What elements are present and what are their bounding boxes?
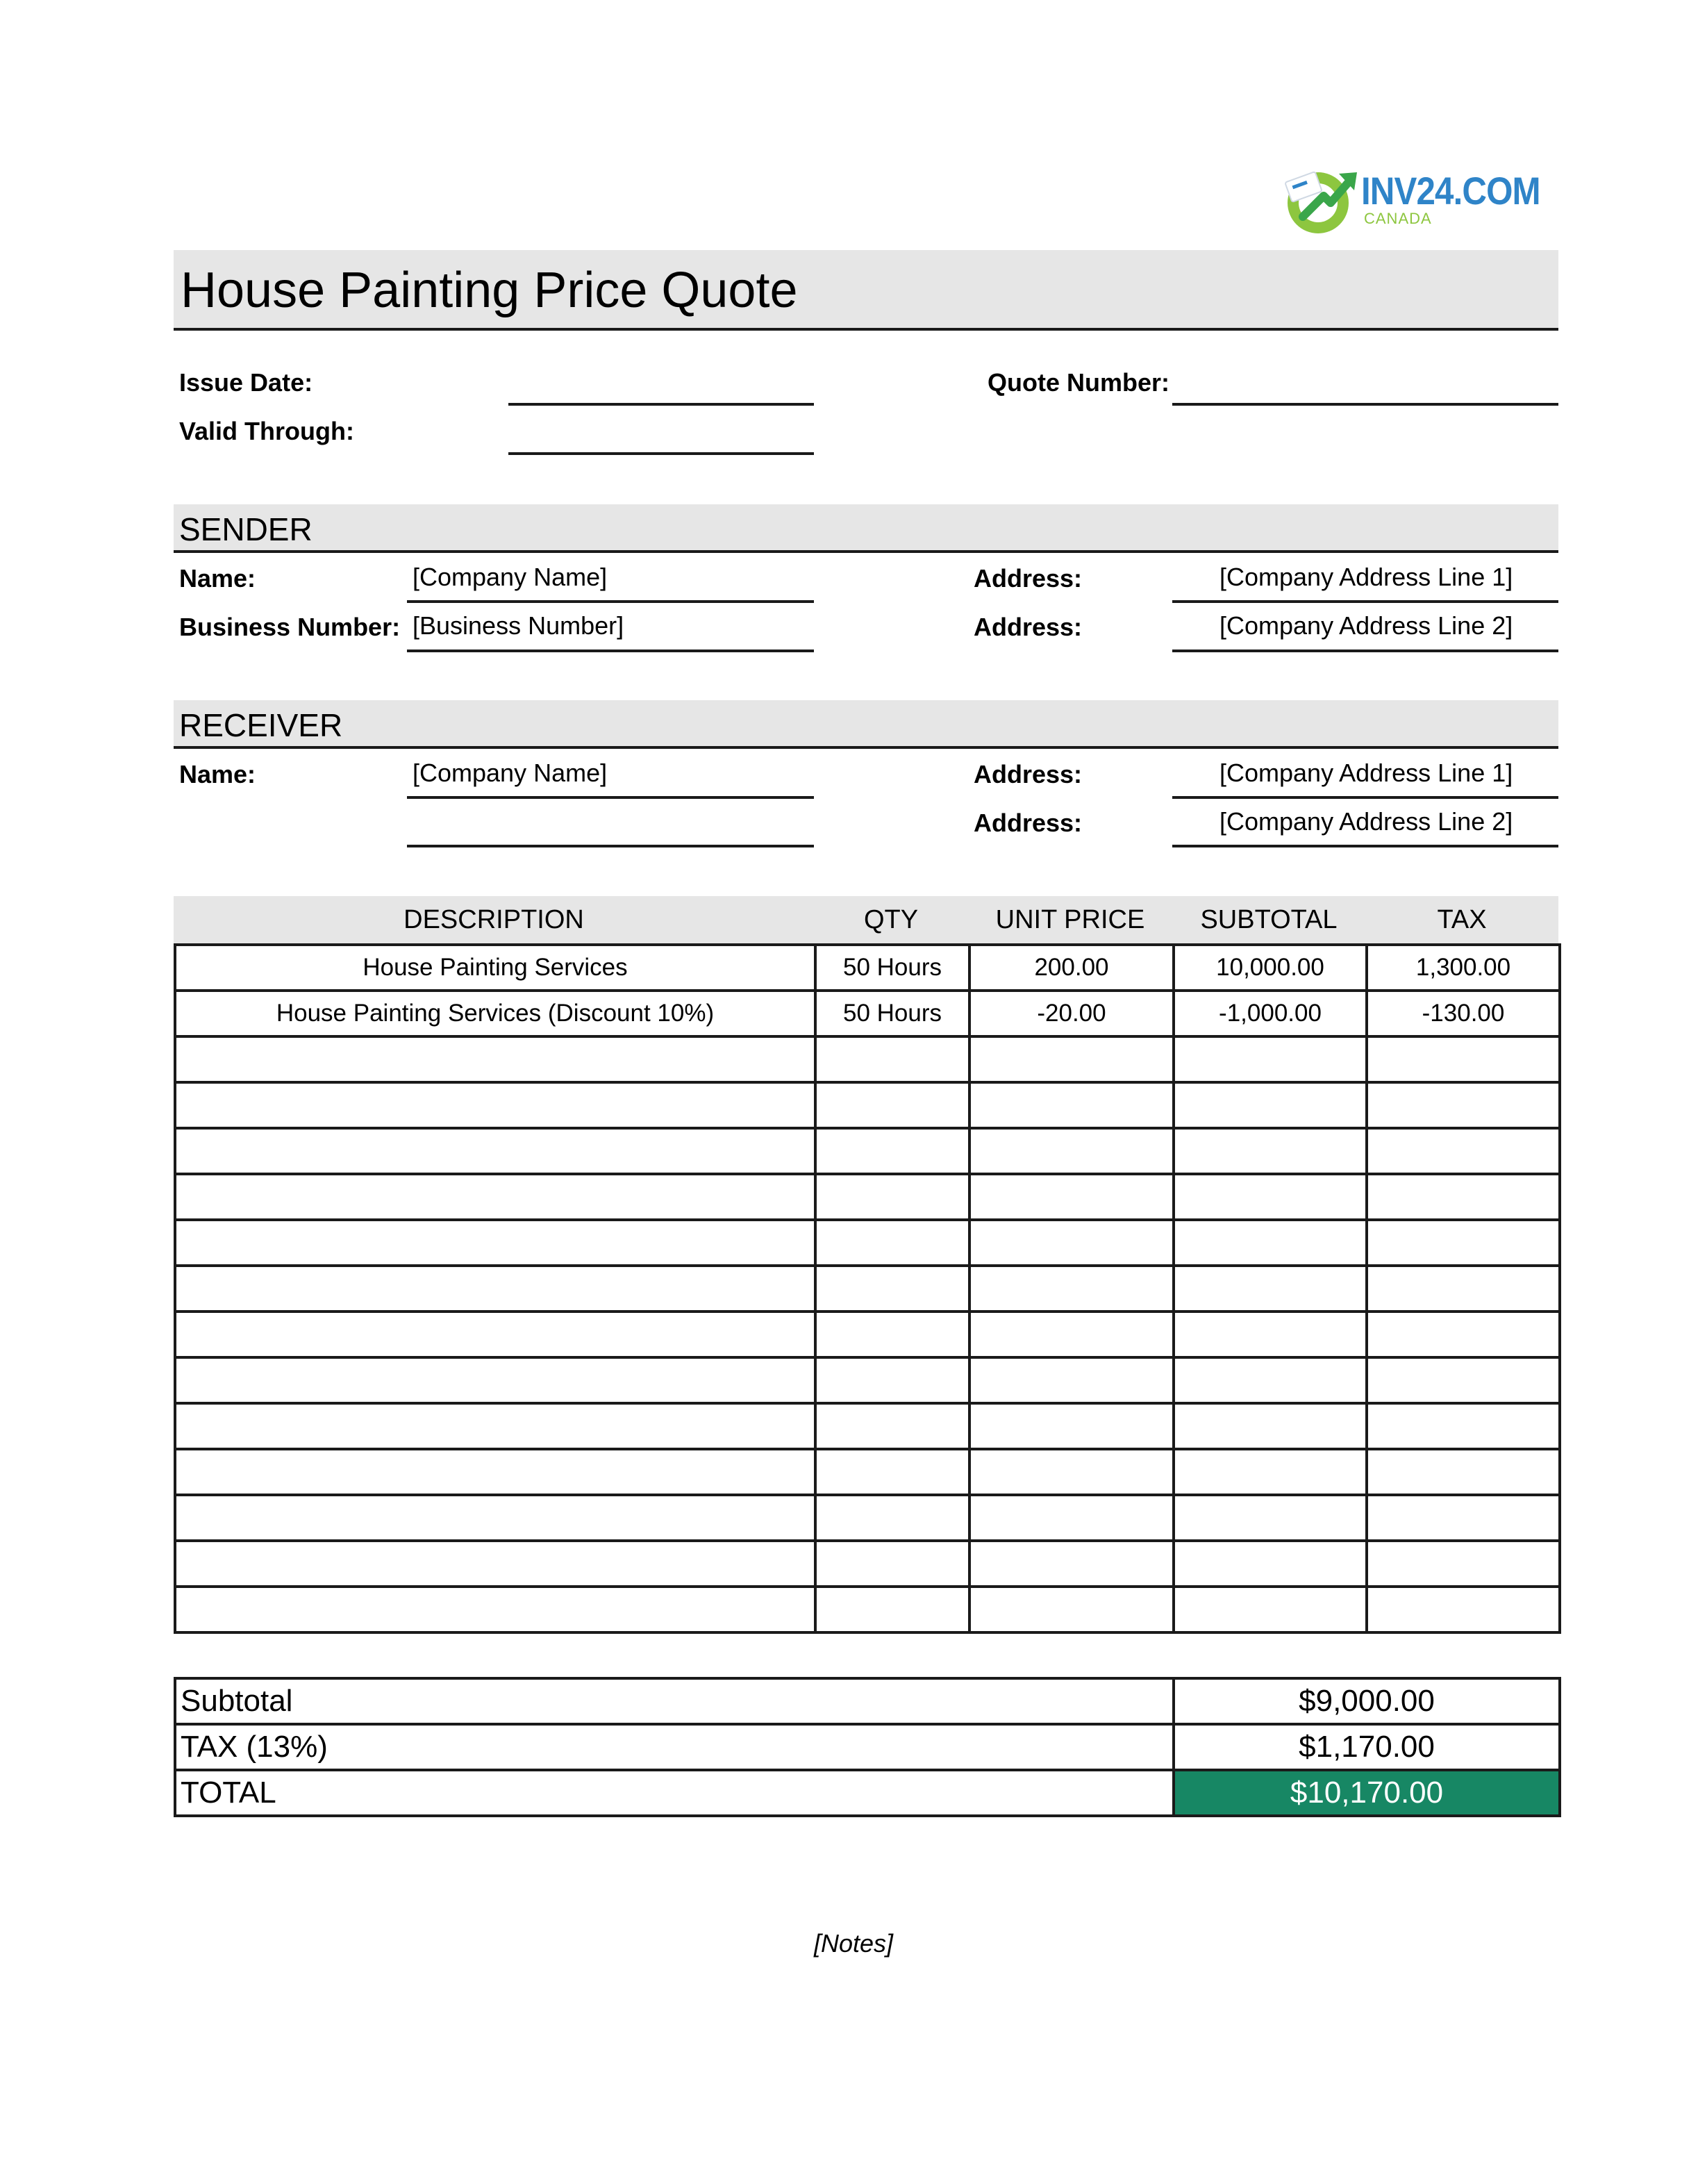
cell-tax[interactable]: [1367, 1357, 1560, 1403]
cell-description[interactable]: [175, 1587, 815, 1632]
cell-subtotal[interactable]: [1174, 1128, 1367, 1174]
cell-subtotal[interactable]: -1,000.00: [1174, 991, 1367, 1036]
cell-qty[interactable]: [815, 1403, 969, 1449]
header-unit-price: UNIT PRICE: [995, 905, 1145, 934]
logo-mark-icon: [1282, 161, 1358, 238]
sender-address-label-2: Address:: [974, 613, 1083, 641]
table-row: [175, 1541, 1560, 1587]
cell-qty[interactable]: [815, 1357, 969, 1403]
cell-subtotal[interactable]: [1174, 1220, 1367, 1266]
cell-unit-price[interactable]: [969, 1174, 1174, 1220]
cell-qty[interactable]: [815, 1449, 969, 1495]
page-title: House Painting Price Quote: [181, 263, 798, 318]
receiver-address-label-1: Address:: [974, 760, 1083, 788]
sender-business-number-value[interactable]: [Business Number]: [413, 611, 624, 640]
cell-subtotal[interactable]: [1174, 1174, 1367, 1220]
cell-qty[interactable]: [815, 1036, 969, 1082]
cell-description[interactable]: [175, 1266, 815, 1312]
table-row: [175, 991, 1560, 1036]
cell-qty[interactable]: [815, 1587, 969, 1632]
receiver-name-value[interactable]: [Company Name]: [413, 759, 608, 787]
cell-tax[interactable]: [1367, 1036, 1560, 1082]
table-row: [175, 1082, 1560, 1128]
logo-subtext: CANADA: [1364, 210, 1432, 227]
table-row: [175, 1036, 1560, 1082]
cell-description[interactable]: [175, 1128, 815, 1174]
receiver-address-underline-2: [1172, 845, 1558, 847]
cell-unit-price[interactable]: [969, 1082, 1174, 1128]
sender-business-number-label: Business Number:: [179, 613, 401, 641]
receiver-address-label-2: Address:: [974, 809, 1083, 837]
cell-description[interactable]: [175, 1495, 815, 1541]
table-row: [175, 1128, 1560, 1174]
sender-address-label-1: Address:: [974, 564, 1083, 593]
receiver-address-underline-1: [1172, 796, 1558, 799]
table-row: [175, 1174, 1560, 1220]
subtotal-label: Subtotal: [175, 1678, 1174, 1724]
issue-date-label: Issue Date:: [179, 368, 313, 397]
table-row: [175, 1357, 1560, 1403]
table-row: [175, 1266, 1560, 1312]
cell-qty[interactable]: [815, 1266, 969, 1312]
table-row: [175, 1403, 1560, 1449]
items-header: [174, 896, 1558, 943]
cell-qty[interactable]: [815, 1174, 969, 1220]
cell-unit-price[interactable]: [969, 1312, 1174, 1357]
cell-tax[interactable]: [1367, 1541, 1560, 1587]
cell-tax[interactable]: [1367, 1266, 1560, 1312]
quote-number-underline: [1172, 403, 1558, 406]
cell-qty[interactable]: [815, 1220, 969, 1266]
sender-section-band: [174, 504, 1558, 553]
receiver-section-band: [174, 700, 1558, 749]
cell-unit-price[interactable]: -20.00: [969, 991, 1174, 1036]
cell-qty[interactable]: [815, 1128, 969, 1174]
cell-qty[interactable]: 50 Hours: [815, 945, 969, 991]
cell-unit-price[interactable]: [969, 1357, 1174, 1403]
tax-value: $1,170.00: [1174, 1724, 1560, 1770]
subtotal-row: [175, 1678, 1560, 1724]
cell-tax[interactable]: [1367, 1403, 1560, 1449]
cell-description[interactable]: [175, 1220, 815, 1266]
cell-tax[interactable]: [1367, 1312, 1560, 1357]
header-qty: QTY: [863, 905, 919, 934]
cell-qty[interactable]: 50 Hours: [815, 991, 969, 1036]
sender-address-underline-2: [1172, 650, 1558, 652]
receiver-address-value-1[interactable]: [Company Address Line 1]: [1219, 759, 1513, 787]
cell-description[interactable]: [175, 1403, 815, 1449]
cell-tax[interactable]: [1367, 1174, 1560, 1220]
title-band: [174, 250, 1558, 331]
cell-description[interactable]: [175, 1036, 815, 1082]
receiver-name-underline: [407, 796, 814, 799]
cell-subtotal[interactable]: [1174, 1312, 1367, 1357]
cell-subtotal[interactable]: [1174, 1541, 1367, 1587]
issue-date-underline: [508, 403, 814, 406]
table-row: [175, 945, 1560, 991]
cell-subtotal[interactable]: [1174, 1449, 1367, 1495]
cell-description[interactable]: [175, 1082, 815, 1128]
cell-subtotal[interactable]: [1174, 1587, 1367, 1632]
header-tax: TAX: [1437, 905, 1487, 934]
cell-description[interactable]: House Painting Services: [175, 945, 815, 991]
valid-through-underline: [508, 452, 814, 455]
cell-subtotal[interactable]: [1174, 1082, 1367, 1128]
logo-text: INV24.COM: [1361, 169, 1540, 213]
cell-qty[interactable]: [815, 1495, 969, 1541]
cell-description[interactable]: [175, 1357, 815, 1403]
totals-table: [174, 1677, 1558, 1817]
table-row: [175, 1449, 1560, 1495]
cell-unit-price[interactable]: [969, 1587, 1174, 1632]
cell-unit-price[interactable]: [969, 1220, 1174, 1266]
cell-tax[interactable]: [1367, 1449, 1560, 1495]
cell-tax[interactable]: [1367, 1587, 1560, 1632]
total-label: TOTAL: [175, 1770, 1174, 1816]
cell-unit-price[interactable]: 200.00: [969, 945, 1174, 991]
sender-heading: SENDER: [179, 511, 313, 547]
cell-subtotal[interactable]: [1174, 1266, 1367, 1312]
cell-description[interactable]: [175, 1174, 815, 1220]
quote-number-label: Quote Number:: [988, 368, 1170, 397]
sender-name-label: Name:: [179, 564, 256, 593]
cell-unit-price[interactable]: [969, 1495, 1174, 1541]
notes[interactable]: [Notes]: [813, 1929, 894, 1958]
header-subtotal: SUBTOTAL: [1200, 905, 1338, 934]
table-row: [175, 1312, 1560, 1357]
cell-tax[interactable]: [1367, 1128, 1560, 1174]
cell-description[interactable]: [175, 1541, 815, 1587]
cell-description[interactable]: [175, 1312, 815, 1357]
cell-unit-price[interactable]: [969, 1128, 1174, 1174]
total-row: [175, 1770, 1560, 1816]
cell-unit-price[interactable]: [969, 1403, 1174, 1449]
cell-unit-price[interactable]: [969, 1541, 1174, 1587]
cell-qty[interactable]: [815, 1312, 969, 1357]
table-row: [175, 1220, 1560, 1266]
sender-address-value-1[interactable]: [Company Address Line 1]: [1219, 563, 1513, 591]
cell-description[interactable]: [175, 1449, 815, 1495]
receiver-heading: RECEIVER: [179, 707, 343, 743]
cell-tax[interactable]: 1,300.00: [1367, 945, 1560, 991]
cell-tax[interactable]: [1367, 1082, 1560, 1128]
table-row: [175, 1495, 1560, 1541]
cell-description[interactable]: House Painting Services (Discount 10%): [175, 991, 815, 1036]
receiver-address-value-2[interactable]: [Company Address Line 2]: [1219, 807, 1513, 836]
receiver-extra-underline: [407, 845, 814, 847]
cell-subtotal[interactable]: [1174, 1036, 1367, 1082]
cell-subtotal[interactable]: 10,000.00: [1174, 945, 1367, 991]
cell-unit-price[interactable]: [969, 1036, 1174, 1082]
cell-tax[interactable]: [1367, 1495, 1560, 1541]
cell-tax[interactable]: [1367, 1220, 1560, 1266]
receiver-name-label: Name:: [179, 760, 256, 788]
tax-row: [175, 1724, 1560, 1770]
cell-subtotal[interactable]: [1174, 1403, 1367, 1449]
cell-subtotal[interactable]: [1174, 1495, 1367, 1541]
brand-logo: [1282, 161, 1540, 238]
header-description: DESCRIPTION: [403, 905, 584, 934]
sender-address-underline-1: [1172, 600, 1558, 603]
sender-address-value-2[interactable]: [Company Address Line 2]: [1219, 611, 1513, 640]
cell-unit-price[interactable]: [969, 1266, 1174, 1312]
cell-qty[interactable]: [815, 1541, 969, 1587]
tax-label: TAX (13%): [175, 1724, 1174, 1770]
total-value: $10,170.00: [1174, 1770, 1560, 1816]
cell-unit-price[interactable]: [969, 1449, 1174, 1495]
sender-name-value[interactable]: [Company Name]: [413, 563, 608, 591]
subtotal-value: $9,000.00: [1174, 1678, 1560, 1724]
valid-through-label: Valid Through:: [179, 417, 354, 445]
table-row: [175, 1587, 1560, 1632]
sender-name-underline: [407, 600, 814, 603]
cell-tax[interactable]: -130.00: [1367, 991, 1560, 1036]
cell-subtotal[interactable]: [1174, 1357, 1367, 1403]
sender-business-number-underline: [407, 650, 814, 652]
line-items-table: [174, 943, 1558, 1634]
cell-qty[interactable]: [815, 1082, 969, 1128]
